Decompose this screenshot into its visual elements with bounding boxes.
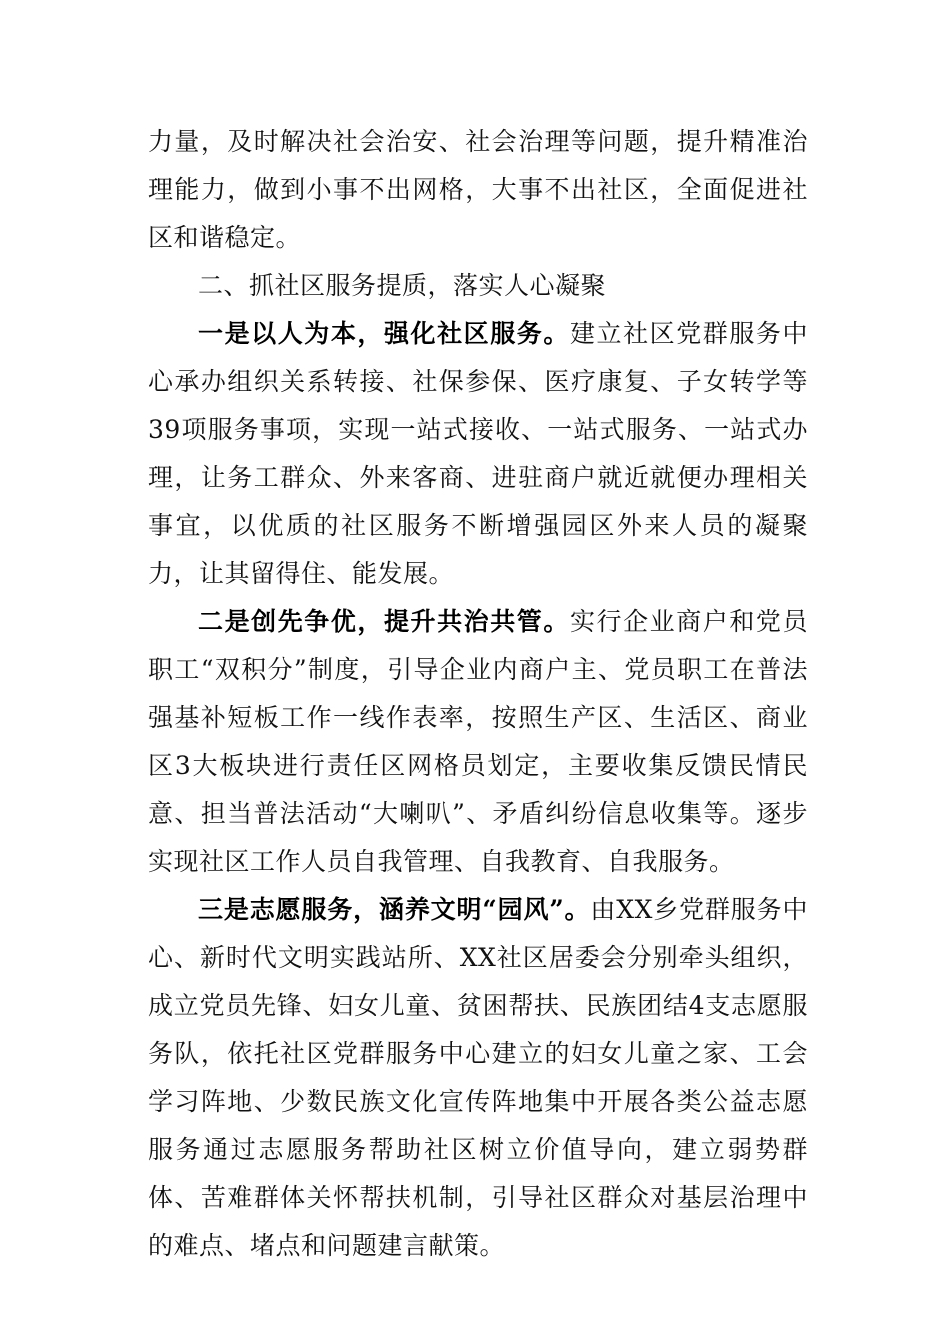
section-heading: 二、抓社区服务提质，落实人心凝聚 bbox=[198, 271, 607, 300]
paragraph-body: 建立社区党群服务中心承办组织关系转接、社保参保、医疗康复、子女转学等39项服务事项，实现一站式接收、一站式服务、一站式办理，让务工群众、外来客商、进驻商户就近就便办理相关事宜，以优质的社区服务不断增强园区外来人员的凝聚力，让其留得住、能发展。 bbox=[148, 319, 808, 588]
paragraph-body: 由XX乡党群服务中心、新时代文明实践站所、XX社区居委会分别牵头组织，成立党员先锋、妇女儿童、贫困帮扶、民族团结4支志愿服务队，依托社区党群服务中心建立的妇女儿童之家、工会学习阵地、少数民族文化宣传阵地集中开展各类公益志愿服务通过志愿服务帮助社区树立价值导向，建立弱势群体、苦难群体关怀帮扶机制，引导社区群众对基层治理中的难点、堵点和问题建言献策。 bbox=[148, 895, 808, 1260]
paragraph-service bbox=[148, 310, 808, 598]
paragraph-co-governance bbox=[148, 598, 808, 886]
document-body bbox=[148, 118, 808, 1270]
paragraph-lead: 二是创先争优，提升共治共管。 bbox=[198, 607, 570, 636]
paragraph-body: 实行企业商户和党员职工“双积分”制度，引导企业内商户主、党员职工在普法强基补短板工作一线作表率，按照生产区、生活区、商业区3大板块进行责任区网格员划定，主要收集反馈民情民意、担当普法活动“大喇叭”、矛盾纠纷信息收集等。逐步实现社区工作人员自我管理、自我教育、自我服务。 bbox=[148, 607, 808, 876]
paragraph-lead: 一是以人为本，强化社区服务。 bbox=[198, 319, 570, 348]
paragraph-volunteer bbox=[148, 886, 808, 1270]
paragraph-lead: 三是志愿服务，涵养文明“园风”。 bbox=[198, 895, 591, 924]
continuation-paragraph: 力量，及时解决社会治安、社会治理等问题，提升精准治理能力，做到小事不出网格，大事不出社区，全面促进社区和谐稳定。 bbox=[148, 127, 808, 252]
